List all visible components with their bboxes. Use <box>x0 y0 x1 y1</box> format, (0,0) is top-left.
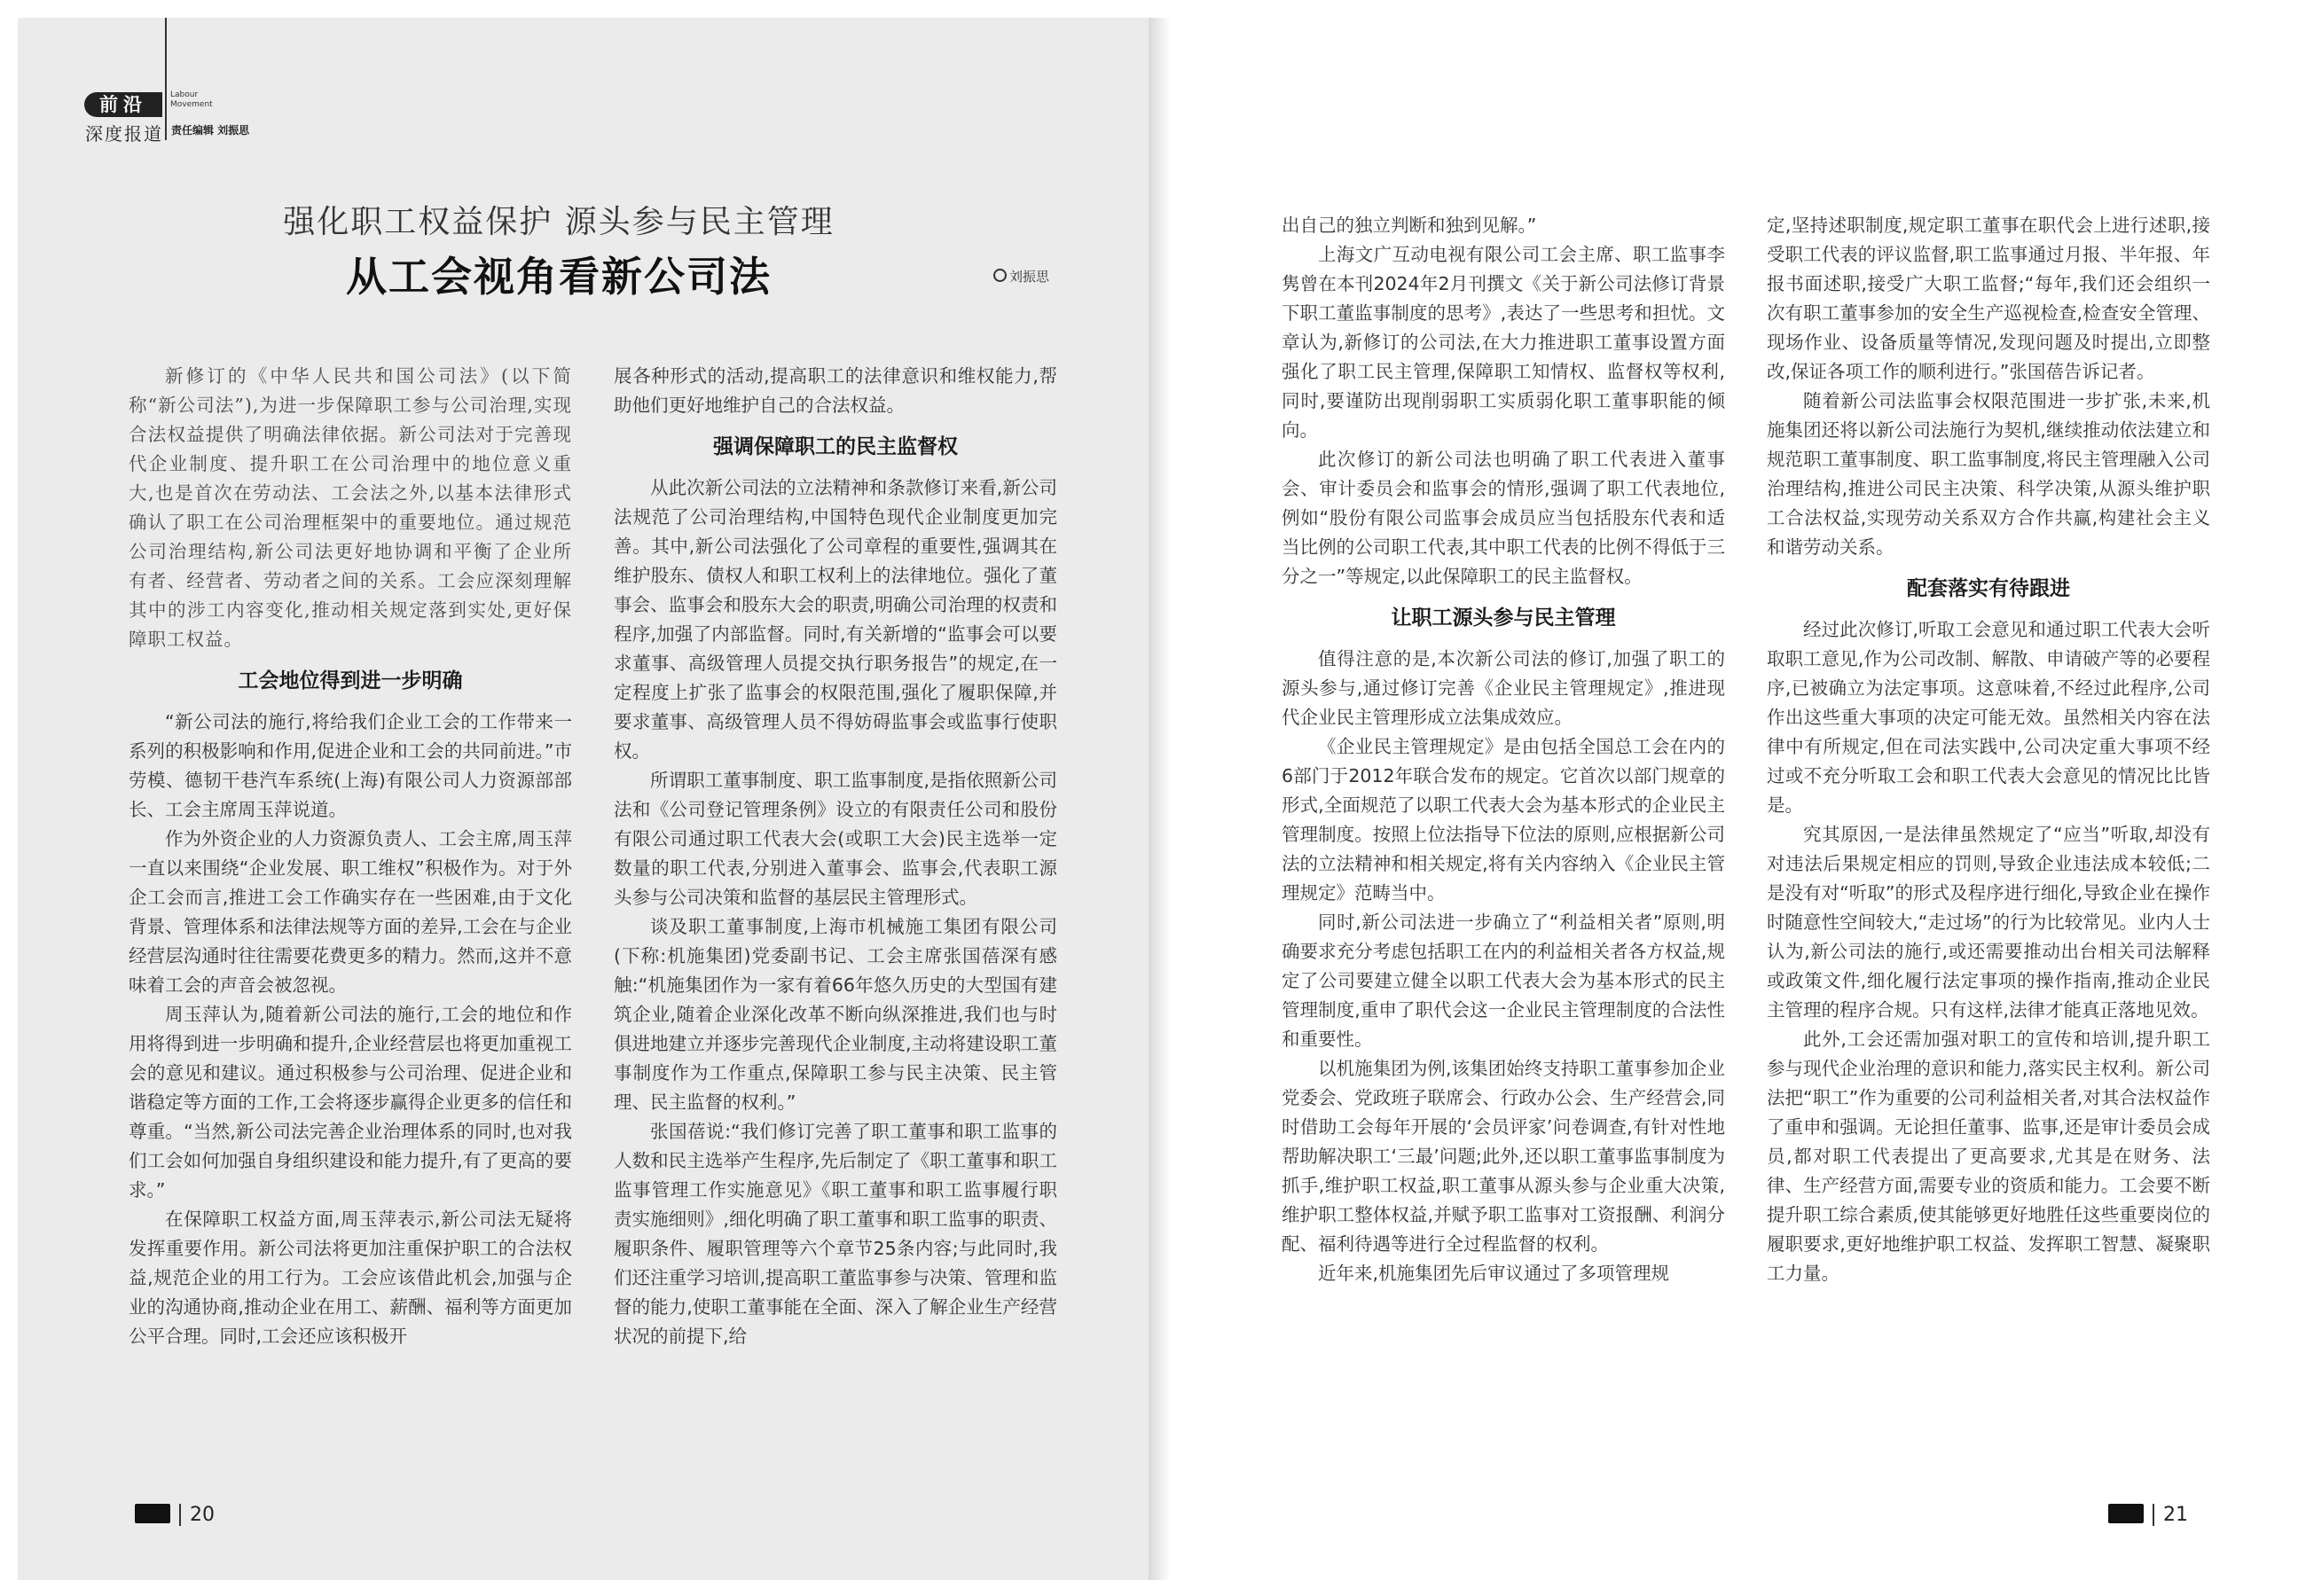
paragraph: 张国蓓说:“我们修订完善了职工董事和职工监事的人数和民主选举产生程序,先后制定了《职工董事和职工监事管理工作实施意见》《职工董事和职工监事履行职责实施细则》,细化明确了职工董事和职工监事的职责、履职条件、履职管理等六个章节25条内容;与此同时,我们还注重学习培训,提高职工董监事参与决策、管理和监督的能力,使职工董事能在全面、深入了解企业生产经营状况的前提下,给 <box>614 1121 1057 1347</box>
badge-en-line-1: Labour <box>170 90 199 99</box>
paragraph: 此次修订的新公司法也明确了职工代表进入董事会、审计委员会和监事会的情形,强调了职工代表地位,例如“股份有限公司监事会成员应当包括股东代表和适当比例的公司职工代表,其中职工代表的比例不得低于三分之一”等规定,以此保障职工的民主监督权。 <box>1282 449 1725 587</box>
paragraph: 随着新公司法监事会权限范围进一步扩张,未来,机施集团还将以新公司法施行为契机,继续推动依法建立和规范职工董事制度、职工监事制度,将民主管理融入公司治理结构,推进公司民主决策、科学决策,从源头维护职工合法权益,实现劳动关系双方合作共赢,构建社会主义和谐劳动关系。 <box>1767 390 2210 558</box>
footer-left <box>133 1500 215 1527</box>
logo-mark-icon <box>135 1504 170 1523</box>
section-heading-participation: 让职工源头参与民主管理 <box>1391 606 1616 630</box>
paragraph: 此外,工会还需加强对职工的宣传和培训,提升职工参与现代企业治理的意识和能力,落实民主权利。新公司法把“职工”作为重要的公司利益相关者,对其合法权益作了重申和强调。无论担任董事、监事,还是审计委员会成员,都对职工代表提出了更高要求,尤其是在财务、法律、生产经营方面,需要专业的资质和能力。工会要不断提升职工综合素质,使其能够更好地胜任这些重要岗位的履职要求,更好地维护职工权益、发挥职工智慧、凝聚职工力量。 <box>1767 1029 2210 1284</box>
paragraph: 在保障职工权益方面,周玉萍表示,新公司法无疑将发挥重要作用。新公司法将更加注重保护职工的合法权益,规范企业的用工行为。工会应该借此机会,加强与企业的沟通协商,推动企业在用工、薪酬、福利等方面更加公平合理。同时,工会还应该积极开 <box>129 1209 572 1347</box>
paragraph: 以机施集团为例,该集团始终支持职工董事参加企业党委会、党政班子联席会、行政办公会、生产经营会,同时借助工会每年开展的‘会员评家’问卷调查,有针对性地帮助解决职工‘三最’问题;此外,还以职工董事监事制度为抓手,维护职工权益,职工董事从源头参与企业重大决策,维护职工整体权益,并赋予职工监事对工资报酬、利润分配、福利待遇等进行全过程监督的权利。 <box>1282 1058 1725 1255</box>
section-badge-english <box>170 90 241 110</box>
column-1 <box>129 362 572 1351</box>
paragraph: 经过此次修订,听取工会意见和通过职工代表大会听取职工意见,作为公司改制、解散、申请破产等的必要程序,已被确立为法定事项。这意味着,不经过此程序,公司作出这些重大事项的决定可能无效。虽然相关内容在法律中有所规定,但在司法实践中,公司决定重大事项不经过或不充分听取工会和职工代表大会意见的情况比比皆是。 <box>1767 619 2210 816</box>
section-heading-union-status: 工会地位得到进一步明确 <box>238 669 463 692</box>
paragraph: 作为外资企业的人力资源负责人、工会主席,周玉萍一直以来围绕“企业发展、职工维权”积极作为。对于外企工会而言,推进工会工作确实存在一些困难,由于文化背景、管理体系和法律法规等方面的差异,工会在与企业经营层沟通时往往需要花费更多的精力。然而,这并不意味着工会的声音会被忽视。 <box>129 828 572 996</box>
section-title: 深度报道 <box>85 123 163 145</box>
author-name: 刘振思 <box>1009 269 1050 285</box>
paragraph: 近年来,机施集团先后审议通过了多项管理规 <box>1318 1263 1670 1284</box>
footer-right <box>2106 1500 2188 1527</box>
column-2 <box>614 362 1057 1351</box>
paragraph: 出自己的独立判断和独到见解。” <box>1282 215 1537 236</box>
paragraph: 究其原因,一是法律虽然规定了“应当”听取,却没有对违法后果规定相应的罚则,导致企业违法成本较低;二是没有对“听取”的形式及程序进行细化,导致企业在操作时随意性空间较大,“走过场”的行为比较常见。业内人士认为,新公司法的施行,或还需要推动出台相关司法解释或政策文件,细化履行法定事项的操作指南,推动企业民主管理的程序合规。只有这样,法律才能真正落地见效。 <box>1767 824 2210 1021</box>
article-title: 从工会视角看新公司法 <box>346 253 772 301</box>
paragraph: 《企业民主管理规定》是由包括全国总工会在内的6部门于2012年联合发布的规定。它首次以部门规章的形式,全面规范了以职工代表大会为基本形式的企业民主管理制度。按照上位法指导下位法的原则,应根据新公司法的立法精神和相关规定,将有关内容纳入《企业民主管理规定》范畴当中。 <box>1282 736 1725 904</box>
paragraph: 所谓职工董事制度、职工监事制度,是指依照新公司法和《公司登记管理条例》设立的有限责任公司和股份有限公司通过职工代表大会(或职工大会)民主选举一定数量的职工代表,分别进入董事会、监事会,代表职工源头参与公司决策和监督的基层民主管理形式。 <box>614 770 1057 908</box>
page-number-left: 20 <box>179 1504 215 1526</box>
author-mark-icon <box>993 269 1007 282</box>
paragraph: 谈及职工董事制度,上海市机械施工集团有限公司(下称:机施集团)党委副书记、工会主席张国蓓深有感触:“机施集团作为一家有着66年悠久历史的大型国有建筑企业,随着企业深化改革不断向纵深推进,我们也与时俱进地建立并逐步完善现代企业制度,主动将建设职工董事制度作为工作重点,保障职工参与民主决策、民主管理、民主监督的权利。” <box>614 916 1057 1113</box>
page-number-right: 21 <box>2153 1504 2188 1526</box>
logo-mark-icon <box>2108 1504 2144 1523</box>
section-heading-follow-up: 配套落实有待跟进 <box>1907 577 2070 600</box>
paragraph: 定,坚持述职制度,规定职工董事在职代会上进行述职,接受职工代表的评议监督,职工监事通过月报、半年报、年报书面述职,接受广大职工监督;“每年,我们还会组织一次有职工董事参加的安全生产巡视检查,检查安全管理、现场作业、设备质量等情况,发现问题及时提出,立即整改,保证各项工作的顺利进行。”张国蓓告诉记者。 <box>1767 215 2210 382</box>
paragraph: 上海文广互动电视有限公司工会主席、职工监事李隽曾在本刊2024年2月刊撰文《关于新公司法修订背景下职工董监事制度的思考》,表达了一些思考和担忧。文章认为,新修订的公司法,在大力推进职工董事设置方面强化了职工民主管理,保障职工知情权、监督权等权利,同时,要谨防出现削弱职工实质弱化职工董事职能的倾向。 <box>1282 244 1725 441</box>
column-4 <box>1767 211 2210 1288</box>
paragraph: “新公司法的施行,将给我们企业工会的工作带来一系列的积极影响和作用,促进企业和工会的共同前进。”市劳模、德韧干巷汽车系统(上海)有限公司人力资源部部长、工会主席周玉萍说道。 <box>129 711 572 820</box>
editor-credit: 责任编辑 刘振思 <box>171 124 250 137</box>
paragraph: 展各种形式的活动,提高职工的法律意识和维权能力,帮助他们更好地维护自己的合法权益。 <box>614 365 1057 416</box>
paragraph: 周玉萍认为,随着新公司法的施行,工会的地位和作用将得到进一步明确和提升,企业经营层也将更加重视工会的意见和建议。通过积极参与公司治理、促进企业和谐稳定等方面的工作,工会将逐步赢得企业更多的信任和尊重。“当然,新公司法完善企业治理体系的同时,也对我们工会如何加强自身组织建设和能力提升,有了更高的要求。” <box>129 1004 572 1201</box>
intro-paragraph: 新修订的《中华人民共和国公司法》(以下简称“新公司法”),为进一步保障职工参与公司治理,实现合法权益提供了明确法律依据。新公司法对于完善现代企业制度、提升职工在公司治理中的地位意义重大,也是首次在劳动法、工会法之外,以基本法律形式确认了职工在公司治理框架中的重要地位。通过规范公司治理结构,新公司法更好地协调和平衡了企业所有者、经营者、劳动者之间的关系。工会应深刻理解其中的涉工内容变化,推动相关规定落到实处,更好保障职工权益。 <box>129 365 572 650</box>
paragraph: 值得注意的是,本次新公司法的修订,加强了职工的源头参与,通过修订完善《企业民主管理规定》,推进现代企业民主管理形成立法集成效应。 <box>1282 648 1725 728</box>
header-divider <box>165 18 167 140</box>
article-subtitle: 强化职工权益保护 源头参与民主管理 <box>283 204 835 240</box>
magazine-logo <box>133 1500 170 1527</box>
section-heading-supervision: 强调保障职工的民主监督权 <box>713 435 958 458</box>
author-byline <box>993 267 1049 286</box>
column-3 <box>1282 211 1725 1288</box>
page-gutter <box>1149 18 1171 1580</box>
section-badge: 前沿 <box>84 92 162 117</box>
paragraph: 从此次新公司法的立法精神和条款修订来看,新公司法规范了公司治理结构,中国特色现代企业制度更加完善。其中,新公司法强化了公司章程的重要性,强调其在维护股东、债权人和职工权利上的法律地位。强化了董事会、监事会和股东大会的职责,明确公司治理的权责和程序,加强了内部监督。同时,有关新增的“监事会可以要求董事、高级管理人员提交执行职务报告”的规定,在一定程度上扩张了监事会的权限范围,强化了履职保障,并要求董事、高级管理人员不得妨碍监事会或监事行使职权。 <box>614 477 1057 762</box>
paragraph: 同时,新公司法进一步确立了“利益相关者”原则,明确要求充分考虑包括职工在内的利益相关者各方权益,规定了公司要建立健全以职工代表大会为基本形式的民主管理制度,重申了职代会这一企业民主管理制度的合法性和重要性。 <box>1282 911 1725 1050</box>
magazine-logo <box>2106 1500 2144 1527</box>
badge-en-line-2: Movement <box>170 100 213 109</box>
